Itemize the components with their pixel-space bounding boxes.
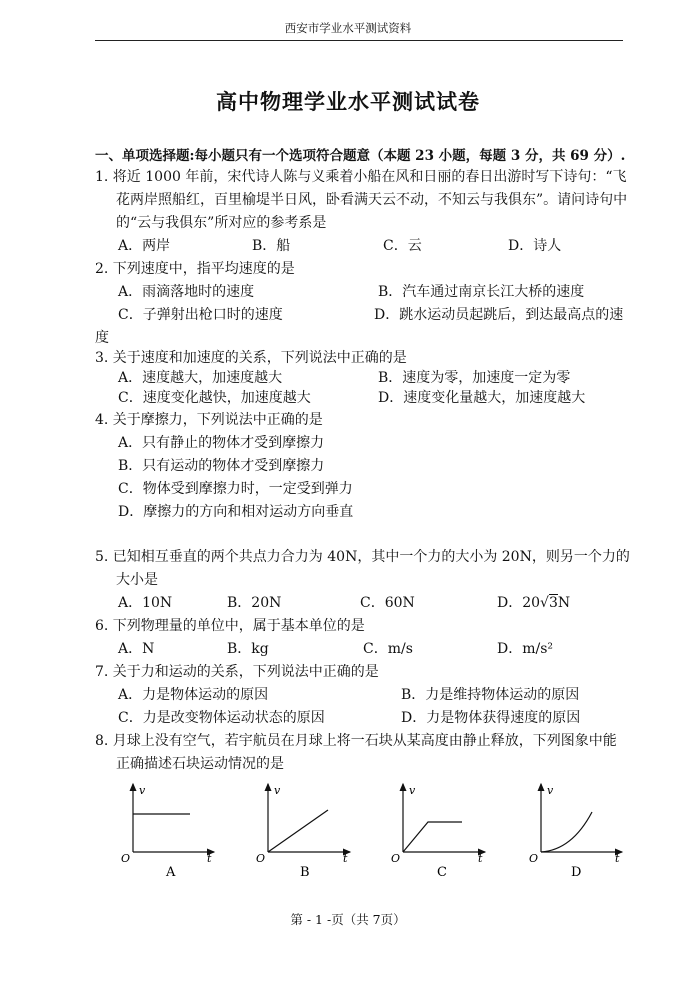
q5-option-d-prefix: D．20 [497,595,541,611]
graph-d-label: D [571,865,582,880]
graph-b-label: B [300,865,310,880]
graph-b-curve [268,810,328,852]
q5-line-2: 大小是 [116,572,158,588]
graph-a-v-label: v [139,784,146,797]
graph-b-origin: O [256,852,266,865]
q7-option-a: A．力是物体运动的原因 [118,687,269,703]
page-header: 西安市学业水平测试资料 [284,21,412,35]
vt-graphs [0,770,696,885]
q2-option-d-wrap: 度 [95,330,109,346]
graph-a [121,784,214,880]
q3-stem: 3. 关于速度和加速度的关系，下列说法中正确的是 [95,350,407,366]
graph-c-curve [403,822,462,852]
graph-d-v-label: v [547,784,554,797]
q4-option-b: B．只有运动的物体才受到摩擦力 [118,458,325,474]
graph-d [529,784,622,880]
graph-c [391,784,485,880]
q7-stem: 7. 关于力和运动的关系，下列说法中正确的是 [95,664,379,680]
q6-option-a: A．N [118,641,155,657]
q8-line-1: 8. 月球上没有空气，若宇航员在月球上将一石块从某高度由静止释放，下列图象中能 [95,733,617,749]
q6-option-b: B．kg [227,641,269,657]
q7-option-d: D．力是物体获得速度的原因 [401,710,581,726]
q3-option-c: C．速度变化越快，加速度越大 [118,390,311,406]
q7-option-b: B．力是维持物体运动的原因 [401,687,580,703]
q5-option-c: C．60N [360,595,415,611]
q5-option-d-unit: N [557,595,571,611]
page-footer: 第 - 1 -页（共 7页） [290,912,406,927]
q2-stem: 2. 下列速度中，指平均速度的是 [95,261,295,277]
graph-b [256,784,350,880]
graph-a-label: A [166,865,176,880]
q6-option-c: C．m/s [363,641,413,657]
q3-option-d: D．速度变化量越大，加速度越大 [378,390,586,406]
q4-stem: 4. 关于摩擦力，下列说法中正确的是 [95,412,323,428]
graph-c-v-label: v [409,784,416,797]
q1-line-2: 花两岸照船红，百里榆堤半日风，卧看满天云不动，不知云与我俱东”。请问诗句中 [116,192,628,208]
q4-option-c: C．物体受到摩擦力时，一定受到弹力 [118,481,353,497]
graph-b-v-label: v [274,784,281,797]
q3-option-b: B．速度为零，加速度一定为零 [378,370,571,386]
q8-line-2: 正确描述石块运动情况的是 [116,756,284,772]
graph-c-origin: O [391,852,401,865]
graph-a-origin: O [121,852,131,865]
q5-option-b: B．20N [227,595,282,611]
q1-line-1: 1. 将近 1000 年前，宋代诗人陈与义乘着小船在风和日丽的春日出游时写下诗句：“飞 [95,169,627,185]
q5-line-1: 5. 已知相互垂直的两个共点力合力为 40N，其中一个力的大小为 20N，则另一个力的 [95,549,630,565]
graph-a-t-label: t [207,852,212,865]
q5-option-a: A．10N [118,595,173,611]
q5-option-d-radicand: 3 [548,595,558,611]
q2-option-a: A．雨滴落地时的速度 [118,284,255,300]
q2-option-c: C．子弹射出枪口时的速度 [118,307,283,323]
q3-option-a: A．速度越大，加速度越大 [118,370,283,386]
q7-option-c: C．力是改变物体运动状态的原因 [118,710,325,726]
q4-option-d: D．摩擦力的方向和相对运动方向垂直 [118,504,354,520]
graph-b-t-label: t [343,852,348,865]
q1-option-c: C．云 [383,238,422,254]
q1-option-b: B．船 [252,238,291,254]
section-heading: 一、单项选择题:每小题只有一个选项符合题意（本题 23 小题，每题 3 分，共 69 分）. [95,148,626,164]
graph-d-curve [541,812,592,852]
q2-option-d: D．跳水运动员起跳后，到达最高点的速 [374,307,624,323]
q1-option-a: A．两岸 [118,238,171,254]
graph-c-label: C [437,865,447,880]
graph-d-origin: O [529,852,539,865]
q6-stem: 6. 下列物理量的单位中，属于基本单位的是 [95,618,365,634]
q6-option-d: D．m/s² [497,641,554,657]
page-title: 高中物理学业水平测试试卷 [216,89,480,114]
q1-option-d: D．诗人 [508,238,562,254]
q2-option-b: B．汽车通过南京长江大桥的速度 [378,284,585,300]
q5-option-d [497,592,570,612]
header-rule [95,40,623,41]
graph-c-t-label: t [478,852,483,865]
q4-option-a: A．只有静止的物体才受到摩擦力 [118,435,325,451]
graph-d-t-label: t [615,852,620,865]
q1-line-3: 的“云与我俱东”所对应的参考系是 [116,215,327,231]
sqrt-symbol: √ [540,595,549,611]
